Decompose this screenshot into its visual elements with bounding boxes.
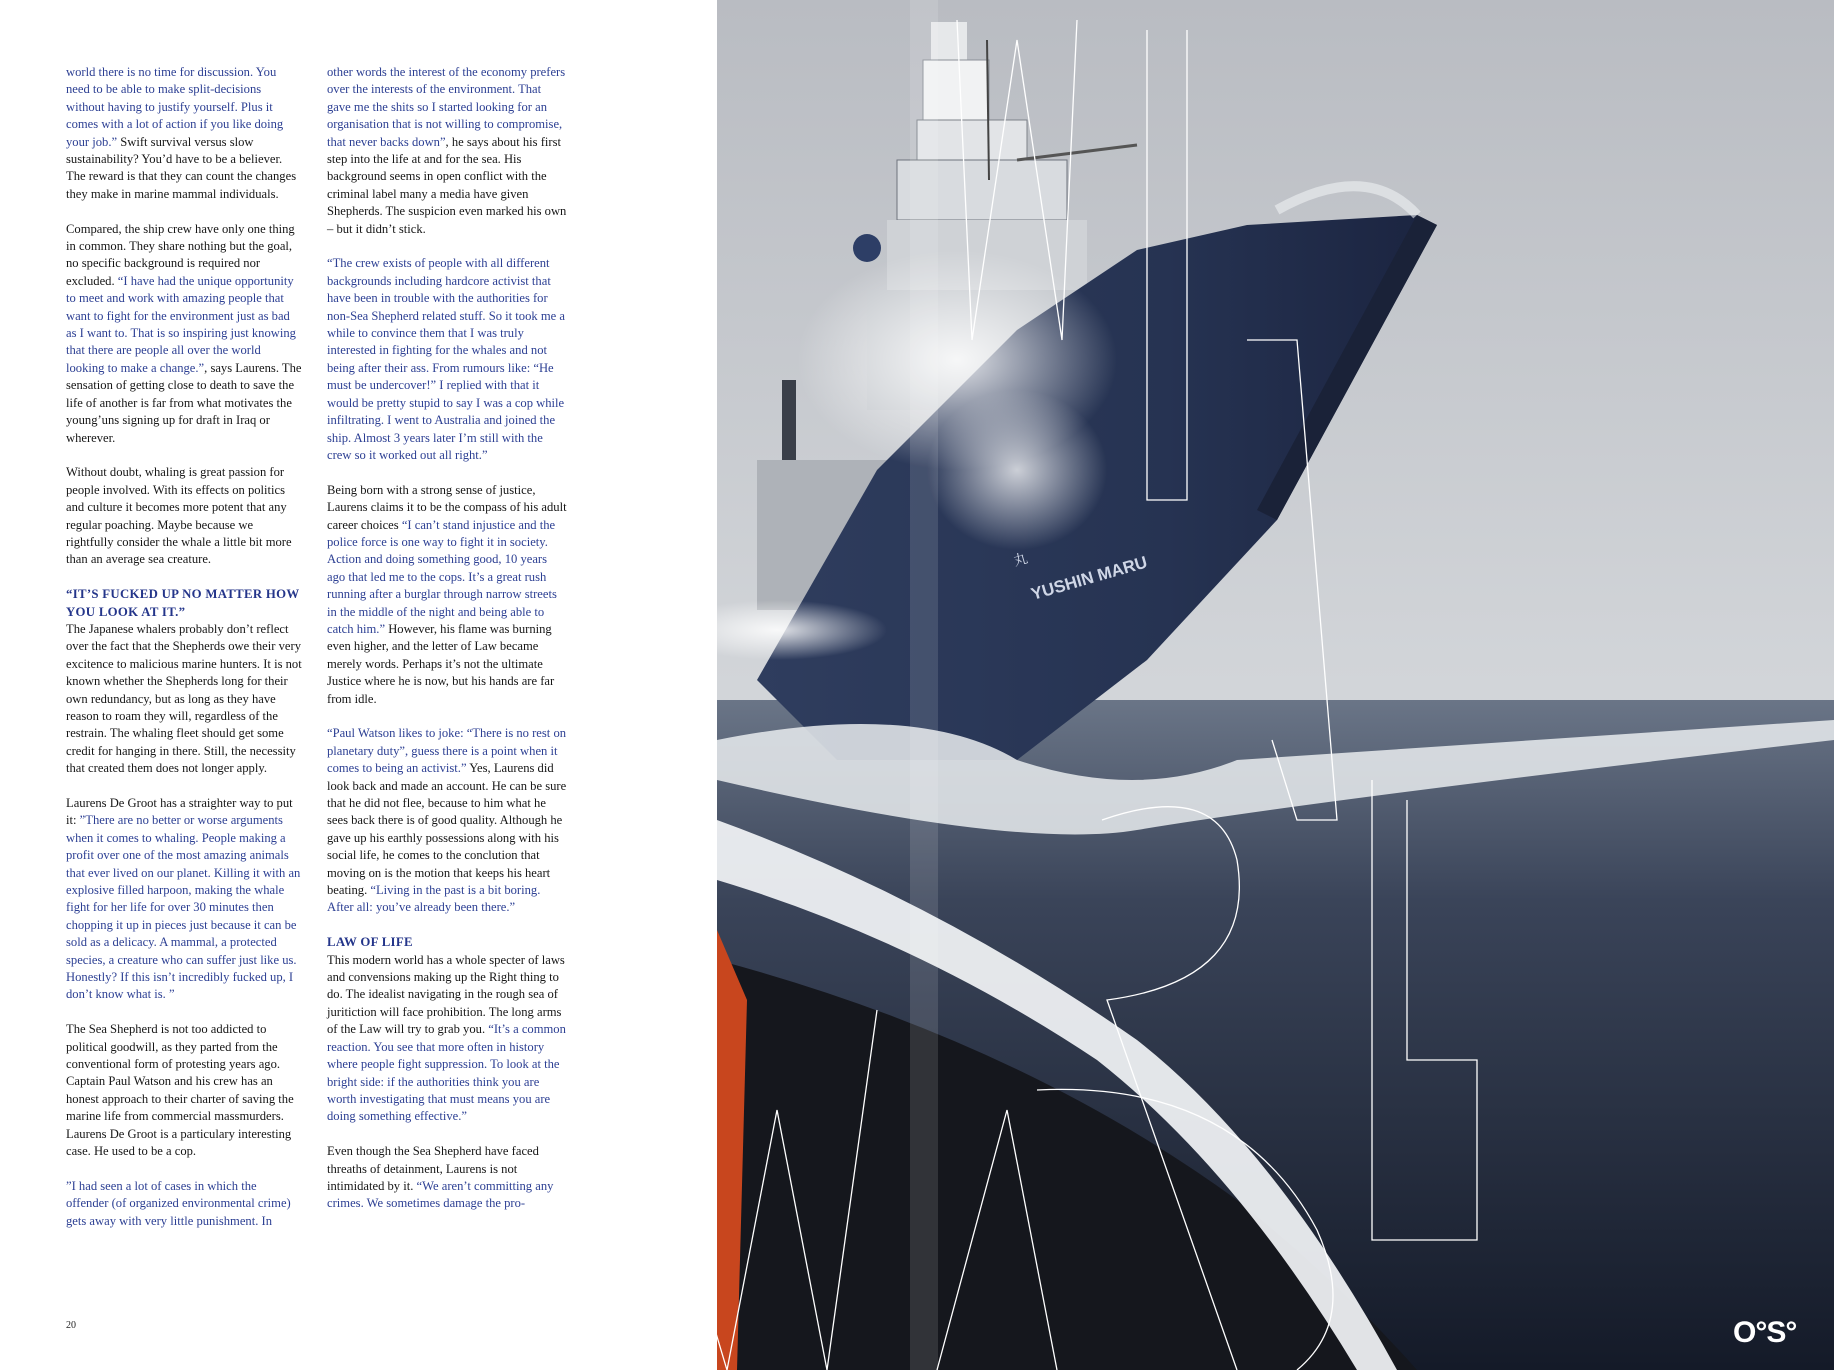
left-page <box>0 0 717 1370</box>
body-text: , says Laurens. The sensation of getting close to death to save the life of another is far from what motivates the young’uns signing up for draft in Iraq or wherever. <box>66 360 302 445</box>
paragraph <box>327 64 567 238</box>
ship-photo <box>717 0 1834 1370</box>
quote-text: world there is no time for discussion. You need to be able to make split-decisions without having to justify yourself. Plus it comes with a lot of action if you like doing your job.” <box>66 65 284 149</box>
photo-illustration <box>717 0 1834 1370</box>
paragraph: Without doubt, whaling is great passion for people involved. With its effects on politics and culture it becomes more potent that any regular poaching. Maybe because we rightfully consider the whale a little bit more than an average sea creature. <box>66 465 292 567</box>
section-heading: LAW OF LIFE <box>327 935 413 950</box>
body-text: This modern world has a whole specter of laws and convensions making up the Right thing to do. The idealist navigating in the rough sea of juritiction will face prohibition. The long arms of the Law will try to grab you. <box>327 952 565 1037</box>
paragraph <box>66 64 302 203</box>
ship-name: YUSHIN MARU <box>1028 552 1150 604</box>
quote-text: “I have had the unique opportunity to meet and work with amazing people that want to fight for the environment just as bad as I want to. That is so inspiring just knowing that there are people all over the world looking to make a change.” <box>66 273 296 375</box>
page-number: 20 <box>66 1320 76 1331</box>
paragraph: “The crew exists of people with all different backgrounds including hardcore activist that have been in trouble with the authorities for non-Sea Shepherd related stuff. So it took me a while to convince them that I was truly interested in fighting for the whales and not being after their ass. From rumours like: “He must be undercover!” I replied with that it would be pretty stupid to say I was a cop while infiltrating. I went to Australia and joined the ship. Almost 3 years later I’m still with the crew so it worked out all right.” <box>327 256 565 462</box>
body-text: Yes, Laurens did look back and made an account. He can be sure that he did not flee, because to him what he sees back there is of good quality. Although he gave up his earthly possessions along with his social life, he comes to the conclution that moving on is the motion that keeps his heart beating. <box>327 761 567 898</box>
body-text: Being born with a strong sense of justice, Laurens claims it to be the compass of his adult career choices <box>327 482 567 532</box>
ship-kanji: 丸 <box>1011 551 1030 570</box>
paragraph <box>327 1143 567 1213</box>
text-column-1 <box>66 64 302 1248</box>
paragraph <box>327 952 567 1126</box>
quote-text: “We aren’t committing any crimes. We sometimes damage the pro- <box>327 1178 554 1211</box>
body-text: Compared, the ship crew have only one thing in common. They share nothing but the goal, no specific background is required nor excluded. <box>66 221 295 288</box>
quote-text: “I can’t stand injustice and the police force is one way to fight it in society. Action and doing something good, 10 years ago that led me to the cops. It’s a great rush running after a burglar through narrow streets in the middle of the night and being able to catch him.” <box>327 517 557 636</box>
section-heading: “IT’S FUCKED UP NO MATTER HOW YOU LOOK AT IT.” <box>66 587 300 619</box>
body-text: , he says about his first step into the life at and for the sea. His background seems in open conflict with the criminal label many a media have given Shepherds. The suspicion even marked his own – but it didn’t stick. <box>327 134 567 236</box>
quote-text: other words the interest of the economy prefers over the interests of the environment. That gave me the shits so I started looking for an organisation that is not willing to compromise, that never backs down” <box>327 65 566 149</box>
quote-text: “It’s a common reaction. You see that more often in history where people fight suppression. To look at the bright side: if the authorities think you are worth investigating that must means you are doing something effective.” <box>327 1022 566 1124</box>
quote-text: ”There are no better or worse arguments when it comes to whaling. People making a profit over one of the most amazing animals that ever lived on our planet. Killing it with an explosive filled harpoon, making the whale fight for her life for over 30 minutes then chopping it up in pieces just because it can be sold as a delicacy. A mammal, a protected species, a creature who can suffer just like us. Honestly? If this isn’t incredibly fucked up, I don’t know what is. ” <box>66 813 301 1002</box>
body-text: However, his flame was burning even higher, and the letter of Law became merely words. Perhaps it’s not the ultimate Justice where he is now, but his hands are far from idle. <box>327 621 555 706</box>
quote-text: “Living in the past is a bit boring. After all: you’ve already been there.” <box>327 883 541 915</box>
body-text: Even though the Sea Shepherd have faced threaths of detainment, Laurens is not intimidated by it. <box>327 1144 539 1193</box>
body-text: Laurens De Groot has a straighter way to put it: <box>66 796 293 828</box>
paragraph: The Sea Shepherd is not too addicted to political goodwill, as they parted from the conventional form of protesting years ago. Captain Paul Watson and his crew has an honest approach to their charter of saving the marine life from commercial massmurders. Laurens De Groot is a particulary interesting case. He used to be a cop. <box>66 1022 294 1159</box>
paragraph <box>327 725 567 916</box>
paragraph: The Japanese whalers probably don’t reflect over the fact that the Shepherds owe their very excitence to malicious marine hunters. It is not known whether the Shepherds long for their own redundancy, but as long as they have reason to roam they will, regardless of the restrain. The whaling fleet should get some credit for hanging in there. Still, the necessity that created them does not longer apply. <box>66 621 302 776</box>
quote-text: “Paul Watson likes to joke: “There is no rest on planetary duty”, guess there is a point when it comes to being an activist.” <box>327 726 567 776</box>
os-logo: O°S° <box>1733 1316 1797 1349</box>
paragraph <box>327 482 567 708</box>
text-column-2 <box>327 64 567 1230</box>
paragraph <box>66 795 302 1004</box>
paragraph <box>66 221 302 447</box>
body-text: Swift survival versus slow sustainability? You’d have to be a believer. The reward is that they can count the changes they make in marine mammal individuals. <box>66 134 297 201</box>
paragraph: ”I had seen a lot of cases in which the offender (of organized environmental crime) gets away with very little punishment. In <box>66 1178 291 1228</box>
